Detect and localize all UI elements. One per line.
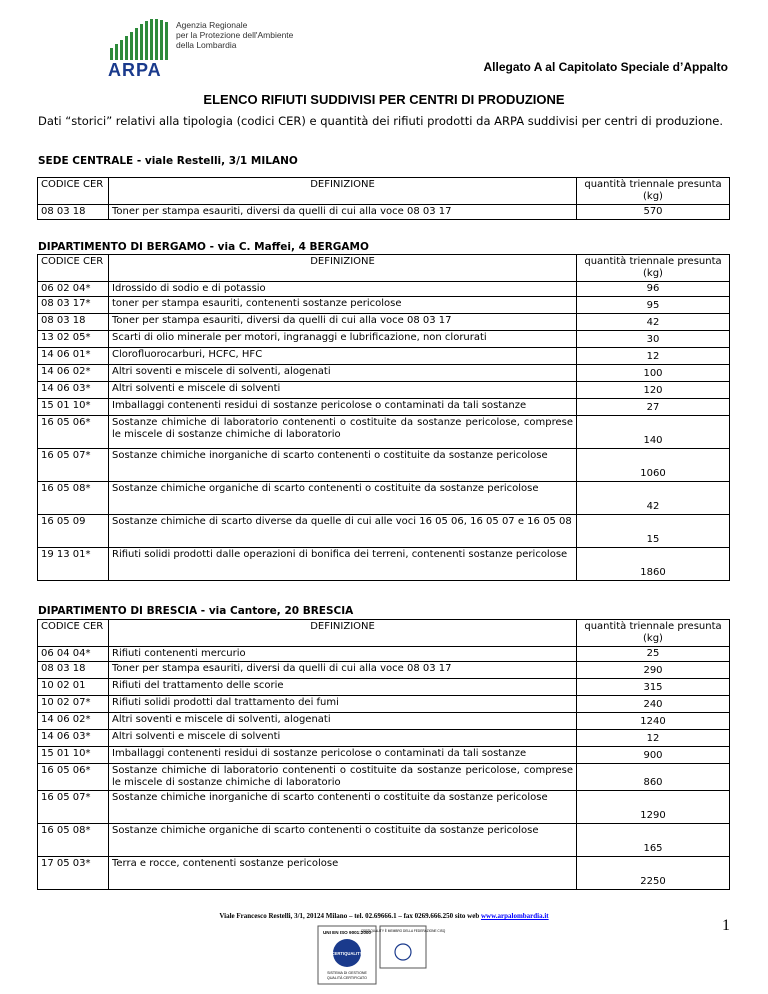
cer-code-cell: 06 02 04* [38,282,109,297]
section-title: SEDE CENTRALE - viale Restelli, 3/1 MILANO [38,155,298,167]
footer-address [0,912,768,920]
cer-code-cell: 10 02 01 [38,679,109,696]
section-title: DIPARTIMENTO DI BRESCIA - via Cantore, 20 BRESCIA [38,605,354,617]
definition-cell: Sostanze chimiche di laboratorio contenenti o costituite da sostanze pericolose, comprese le miscele di sostanze chimiche di laboratorio [109,764,577,791]
table-row [38,399,730,416]
header-code: CODICE CER [38,178,109,205]
quantity-cell: 42 [577,482,730,515]
definition-cell: Altri solventi e miscele di solventi [109,730,577,747]
table-row [38,348,730,365]
cer-code-cell: 17 05 03* [38,857,109,890]
table-row [38,482,730,515]
definition-cell: Rifiuti contenenti mercurio [109,647,577,662]
definition-cell: Sostanze chimiche di laboratorio contenenti o costituite da sostanze pericolose, comprese le miscele di sostanze chimiche di laboratorio [109,416,577,449]
table-row [38,679,730,696]
definition-cell: Sostanze chimiche organiche di scarto contenenti o costituite da sostanze pericolose [109,482,577,515]
quantity-cell: 12 [577,730,730,747]
quantity-cell: 27 [577,399,730,416]
cer-code-cell: 13 02 05* [38,331,109,348]
definition-cell: Rifiuti solidi prodotti dal trattamento dei fumi [109,696,577,713]
definition-cell: Scarti di olio minerale per motori, ingranaggi e lubrificazione, non clorurati [109,331,577,348]
logo-line: Agenzia Regionale [176,20,248,30]
page-title: ELENCO RIFIUTI SUDDIVISI PER CENTRI DI PRODUZIONE [203,92,565,107]
definition-cell: Toner per stampa esauriti, diversi da quelli di cui alla voce 08 03 17 [109,205,577,220]
table-row [38,747,730,764]
cer-code-cell: 14 06 03* [38,730,109,747]
cer-code-cell: 15 01 10* [38,747,109,764]
definition-cell: Sostanze chimiche organiche di scarto contenenti o costituite da sostanze pericolose [109,824,577,857]
quantity-cell: 290 [577,662,730,679]
waste-table-bergamo [37,254,730,581]
cer-code-cell: 08 03 17* [38,297,109,314]
quantity-cell: 900 [577,747,730,764]
quantity-cell: 315 [577,679,730,696]
table-row [38,548,730,581]
quantity-cell: 165 [577,824,730,857]
definition-cell: Sostanze chimiche inorganiche di scarto contenenti o costituite da sostanze pericolose [109,791,577,824]
header-quantity: quantità triennale presunta (kg) [577,178,730,205]
quantity-cell: 96 [577,282,730,297]
cer-code-cell: 16 05 07* [38,791,109,824]
cer-code-cell: 16 05 09 [38,515,109,548]
cer-code-cell: 19 13 01* [38,548,109,581]
cer-code-cell: 08 03 18 [38,205,109,220]
waste-table-milano [37,177,730,220]
cer-code-cell: 14 06 03* [38,382,109,399]
cer-code-cell: 15 01 10* [38,399,109,416]
logo-text [176,20,293,50]
table-row [38,382,730,399]
section-title: DIPARTIMENTO DI BERGAMO - via C. Maffei, 4 BERGAMO [38,241,369,253]
table-row [38,713,730,730]
quantity-cell: 1240 [577,713,730,730]
quantity-cell: 1060 [577,449,730,482]
definition-cell: Toner per stampa esauriti, diversi da quelli di cui alla voce 08 03 17 [109,662,577,679]
definition-cell: Rifiuti solidi prodotti dalle operazioni di bonifica dei terreni, contenenti sostanze pericolose [109,548,577,581]
quantity-cell: 12 [577,348,730,365]
definition-cell: Imballaggi contenenti residui di sostanze pericolose o contaminati da tali sostanze [109,747,577,764]
table-header-row [38,620,730,647]
cer-code-cell: 08 03 18 [38,314,109,331]
quantity-cell: 25 [577,647,730,662]
table-row [38,205,730,220]
waste-table-brescia [37,619,730,890]
cert-quality-text: QUALITÀ CERTIFICATO [327,976,367,980]
table-row [38,857,730,890]
page-number: 1 [722,917,730,934]
cer-code-cell: 16 05 08* [38,482,109,515]
arpa-logo [108,18,308,80]
definition-cell: Rifiuti del trattamento delle scorie [109,679,577,696]
cert-iso-text: UNI EN ISO 9001:2000 [322,930,372,935]
definition-cell: Idrossido di sodio e di potassio [109,282,577,297]
cert-system-text: SISTEMA DI GESTIONE [327,971,367,975]
cert-brand-text: CERTIQUALITY [331,951,363,956]
quantity-cell: 42 [577,314,730,331]
quantity-cell: 140 [577,416,730,449]
header-definition: DEFINIZIONE [109,178,577,205]
header-code: CODICE CER [38,255,109,282]
quantity-cell: 1290 [577,791,730,824]
table-header-row [38,255,730,282]
quantity-cell: 30 [577,331,730,348]
certification-logo [318,926,446,986]
table-header-row [38,178,730,205]
table-row [38,297,730,314]
header-definition: DEFINIZIONE [109,620,577,647]
quantity-cell: 15 [577,515,730,548]
table-row [38,282,730,297]
quantity-cell: 570 [577,205,730,220]
quantity-cell: 860 [577,764,730,791]
quantity-cell: 95 [577,297,730,314]
quantity-cell: 100 [577,365,730,382]
allegato-heading: Allegato A al Capitolato Speciale d’Appalto [483,60,728,74]
quantity-cell: 2250 [577,857,730,890]
cer-code-cell: 16 05 08* [38,824,109,857]
cer-code-cell: 06 04 04* [38,647,109,662]
website-link[interactable]: www.arpalombardia.it [480,912,549,920]
cer-code-cell: 10 02 07* [38,696,109,713]
arpa-logo-icon [108,18,172,64]
definition-cell: Terra e rocce, contenenti sostanze pericolose [109,857,577,890]
header-code: CODICE CER [38,620,109,647]
table-row [38,824,730,857]
table-row [38,416,730,449]
definition-cell: Altri soventi e miscele di solventi, alogenati [109,713,577,730]
table-row [38,791,730,824]
table-row [38,696,730,713]
definition-cell: Imballaggi contenenti residui di sostanze pericolose o contaminati da tali sostanze [109,399,577,416]
table-row [38,764,730,791]
cer-code-cell: 14 06 01* [38,348,109,365]
cer-code-cell: 14 06 02* [38,713,109,730]
cer-code-cell: 14 06 02* [38,365,109,382]
table-row [38,515,730,548]
definition-cell: Altri solventi e miscele di solventi [109,382,577,399]
quantity-cell: 120 [577,382,730,399]
logo-name: ARPA [108,60,162,80]
logo-line: della Lombardia [176,40,237,50]
table-row [38,662,730,679]
definition-cell: Clorofluorocarburi, HCFC, HFC [109,348,577,365]
header-definition: DEFINIZIONE [109,255,577,282]
header-quantity: quantità triennale presunta (kg) [577,255,730,282]
cer-code-cell: 16 05 06* [38,416,109,449]
definition-cell: Sostanze chimiche di scarto diverse da quelle di cui alle voci 16 05 06, 16 05 07 e 16 05 08 [109,515,577,548]
intro-paragraph: Dati “storici” relativi alla tipologia (codici CER) e quantità dei rifiuti prodotti da ARPA suddivisi per centri di produzione. [38,114,724,128]
table-row [38,331,730,348]
quantity-cell: 1860 [577,548,730,581]
table-row [38,647,730,662]
quantity-cell: 240 [577,696,730,713]
table-row [38,365,730,382]
definition-cell: toner per stampa esauriti, contenenti sostanze pericolose [109,297,577,314]
cer-code-cell: 08 03 18 [38,662,109,679]
table-row [38,314,730,331]
definition-cell: Altri soventi e miscele di solventi, alogenati [109,365,577,382]
table-row [38,730,730,747]
logo-line: per la Protezione dell'Ambiente [176,30,294,40]
definition-cell: Sostanze chimiche inorganiche di scarto contenenti o costituite da sostanze pericolose [109,449,577,482]
cer-code-cell: 16 05 07* [38,449,109,482]
definition-cell: Toner per stampa esauriti, diversi da quelli di cui alla voce 08 03 17 [109,314,577,331]
cert-member-text: CERTIQUALITY È MEMBRO DELLA FEDERAZIONE CISQ [360,929,446,933]
table-row [38,449,730,482]
header-quantity: quantità triennale presunta (kg) [577,620,730,647]
cer-code-cell: 16 05 06* [38,764,109,791]
footer-address-text: Viale Francesco Restelli, 3/1, 20124 Milano – tel. 02.69666.1 – fax 0269.666.250 sito web [219,912,481,920]
